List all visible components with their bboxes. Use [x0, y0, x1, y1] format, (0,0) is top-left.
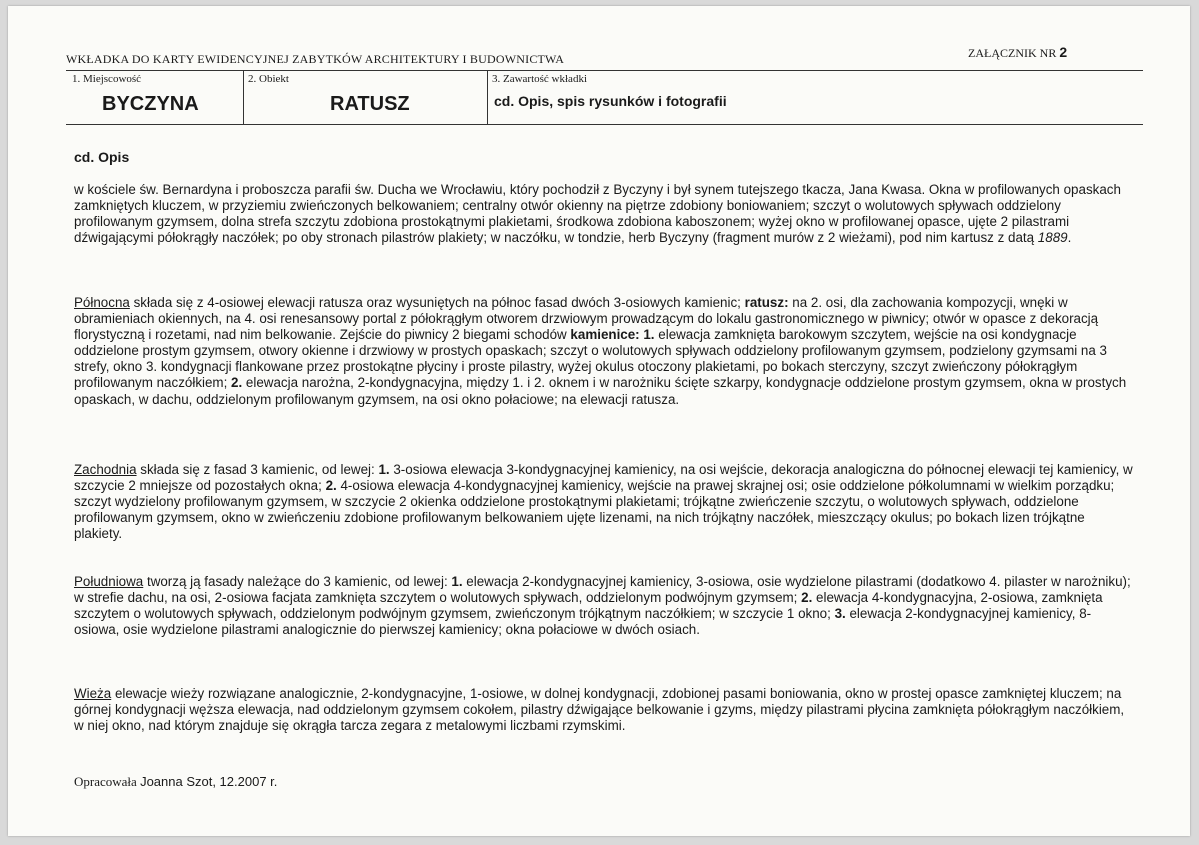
header-top-rule	[66, 70, 1143, 71]
form-title: WKŁADKA DO KARTY EWIDENCYJNEJ ZABYTKÓW ARCHITEKTURY I BUDOWNICTWA	[66, 52, 565, 66]
north-text-2: na 2. osi, dla zachowania kompozycji, wnęki w obramieniach okiennych, na 4. osi renesansowy portal z półokrągłym otworem drzwiowym prowadzącym do lokalu gastronomicznego w piwnicy; otwór w opasce z dekoracją florystyczną i rozetami, nad nim belkowanie. Zejście do piwnicy 2 biegami schodów	[74, 295, 1099, 343]
north-bold-2: kamienice: 1.	[570, 327, 655, 343]
tower-text-1: elewacje wieży rozwiązane analogicznie, 2-kondygnacyjne, 1-osiowe, w dolnej kondygnacji, zdobionej pasami boniowania, okno w prostej opasce zamkniętej kluczem; na górnej kondygnacji węższa elewacja, nad oddzielonym gzymsem cokołem, pilastry dźwigające belkowanie i gzyms, między pilastrami płycina zamknięta półokrągłym naczółkiem, w niej okno, nad którym znajduje się okrągła tarcza zegara z metalowymi liczbami rzymskimi.	[74, 686, 1125, 734]
west-text-1: składa się z fasad 3 kamienic, od lewej:	[136, 462, 379, 477]
north-bold-3: 2.	[231, 375, 243, 391]
column-divider-1	[243, 70, 244, 124]
west-text-3: 4-osiowa elewacja 4-kondygnacyjnej kamienicy, wejście na prawej skrajnej osi; osie oddzielone półkolumnami w wielkim porządku; szczyt wydzielony profilowanym gzymsem, w szczycie 2 okienka oddzielone prostokątnymi plakietami; trójkątne zwieńczenie szczytu, o wolutowych spływach, oddzielone profilowanym gzymsem, okno w zwieńczeniu zdobione profilowanym belkowaniem ujęte lizenami, na nich trójkątny naczółek, mieszczący okulus; po bokach lizen trójkątne plakiety.	[74, 478, 1115, 542]
section-title: cd. Opis	[74, 149, 130, 165]
paragraph-north	[74, 295, 1136, 408]
south-bold-3: 3.	[834, 606, 846, 622]
south-text-2: elewacja 2-kondygnacyjnej kamienicy, 3-osiowa, osie wydzielone pilastrami (dodatkowo 4. pilaster w narożniku); w strefie dachu, na osi, 2-osiowa facjata zamknięta szczytem o wolutowych spływach, oddzielonym podwójnym gzymsem;	[74, 574, 1131, 606]
paragraph-south	[74, 574, 1136, 638]
tower-heading: Wieża	[74, 686, 112, 701]
north-text-4: elewacja narożna, 2-kondygnacyjna, między 1. i 2. oknem i w narożniku ścięte szkarpy, kondygnacje oddzielone prostym gzymsem, okna w prostych opaskach, w dachu, oddzielonym profilowanym gzymsem, na osi okno połaciowe; na elewacji ratusza.	[74, 375, 1127, 407]
intro-text: w kościele św. Bernardyna i proboszcza parafii św. Ducha we Wrocławiu, który pochodził z Byczyny i był synem tutejszego tkacza, Jana Kwasa. Okna w profilowanych opaskach zamkniętych kluczem, w przyziemiu zwieńczonych belkowaniem; centralny otwór okienny na piętrze zdobiony boniowaniem; szczyt o wolutowych spływach oddzielony profilowanym gzymsem, dolna strefa szczytu zdobiona prostokątnymi plakietami, środkowa zdobiona kaboszonem; wyżej okno w profilowanej opasce, ujęte 2 pilastrami dźwigającymi półokrągły naczółek; po oby stronach pilastrów plakiety; w naczółku, w tondzie, herb Byczyny (fragment murów z 2 wieżami), pod nim kartusz z datą	[74, 182, 1121, 246]
locality-value: BYCZYNA	[102, 93, 199, 115]
south-text-1: tworzą ją fasady należące do 3 kamienic, od lewej:	[143, 574, 452, 589]
south-heading: Południowa	[74, 574, 144, 589]
content-value: cd. Opis, spis rysunków i fotografii	[494, 93, 727, 109]
north-bold-1: ratusz:	[744, 295, 789, 310]
header-bottom-rule	[66, 124, 1143, 125]
south-text-4: elewacja 2-kondygnacyjnej kamienicy, 8-osiowa, osie wydzielone pilastrami analogicznie do pierwszej kamienicy; okna połaciowe w dwóch osiach.	[74, 606, 1092, 638]
paragraph-intro	[74, 182, 1136, 246]
north-heading: Północna	[74, 295, 130, 310]
north-text-1: składa się z 4-osiowej elewacji ratusza oraz wysuniętych na północ fasad dwóch 3-osiowych kamienic;	[129, 295, 745, 310]
footer-prefix: Opracowała	[74, 774, 137, 789]
object-value: RATUSZ	[330, 93, 410, 115]
intro-year: 1889	[1037, 230, 1068, 246]
south-text-3: elewacja 4-kondygnacyjna, 2-osiowa, zamknięta szczytem o wolutowych spływach, oddzielonym podwójnym gzymsem, zwieńczonym trójkątnym naczółkiem; w szczycie 1 okno;	[74, 590, 1103, 622]
west-heading: Zachodnia	[74, 462, 137, 477]
footer-credit	[74, 774, 277, 790]
west-bold-1: 1.	[378, 462, 390, 477]
north-text-3: elewacja zamknięta barokowym szczytem, wejście na osi kondygnacje oddzielone prostym gzymsem, otwory okienne i drzwiowy w prostych opaskach; szczyt o wolutowych spływach oddzielony profilowanym gzymsem, podzielony gzymsami na 3 strefy, okno 3. kondygnacji flankowane przez prostokątne płyciny i proste pilastry, wyżej okulus otoczony plakietami, po bokach sterczyny, szczyt zwieńczony półokrągłym profilowanym naczółkiem;	[74, 327, 1107, 391]
footer-author-date: Joanna Szot, 12.2007 r.	[140, 774, 278, 789]
content-label: 3. Zawartość wkładki	[492, 73, 587, 85]
paragraph-tower	[74, 686, 1136, 734]
south-bold-1: 1.	[451, 574, 463, 589]
column-divider-2	[487, 70, 488, 124]
annex-label-text: ZAŁĄCZNIK NR	[968, 46, 1057, 60]
object-label: 2. Obiekt	[248, 73, 289, 85]
locality-label: 1. Miejscowość	[72, 73, 142, 85]
intro-end: .	[1067, 230, 1072, 246]
west-bold-2: 2.	[325, 478, 337, 494]
annex-label	[968, 44, 1088, 61]
paragraph-west	[74, 462, 1136, 542]
south-bold-2: 2.	[801, 590, 813, 606]
annex-number: 2	[1059, 44, 1068, 60]
west-text-2: 3-osiowa elewacja 3-kondygnacyjnej kamienicy, na osi wejście, dekoracja analogiczna do północnej elewacji tej kamienicy, w szczycie 2 mniejsze od pozostałych okna;	[74, 462, 1133, 494]
